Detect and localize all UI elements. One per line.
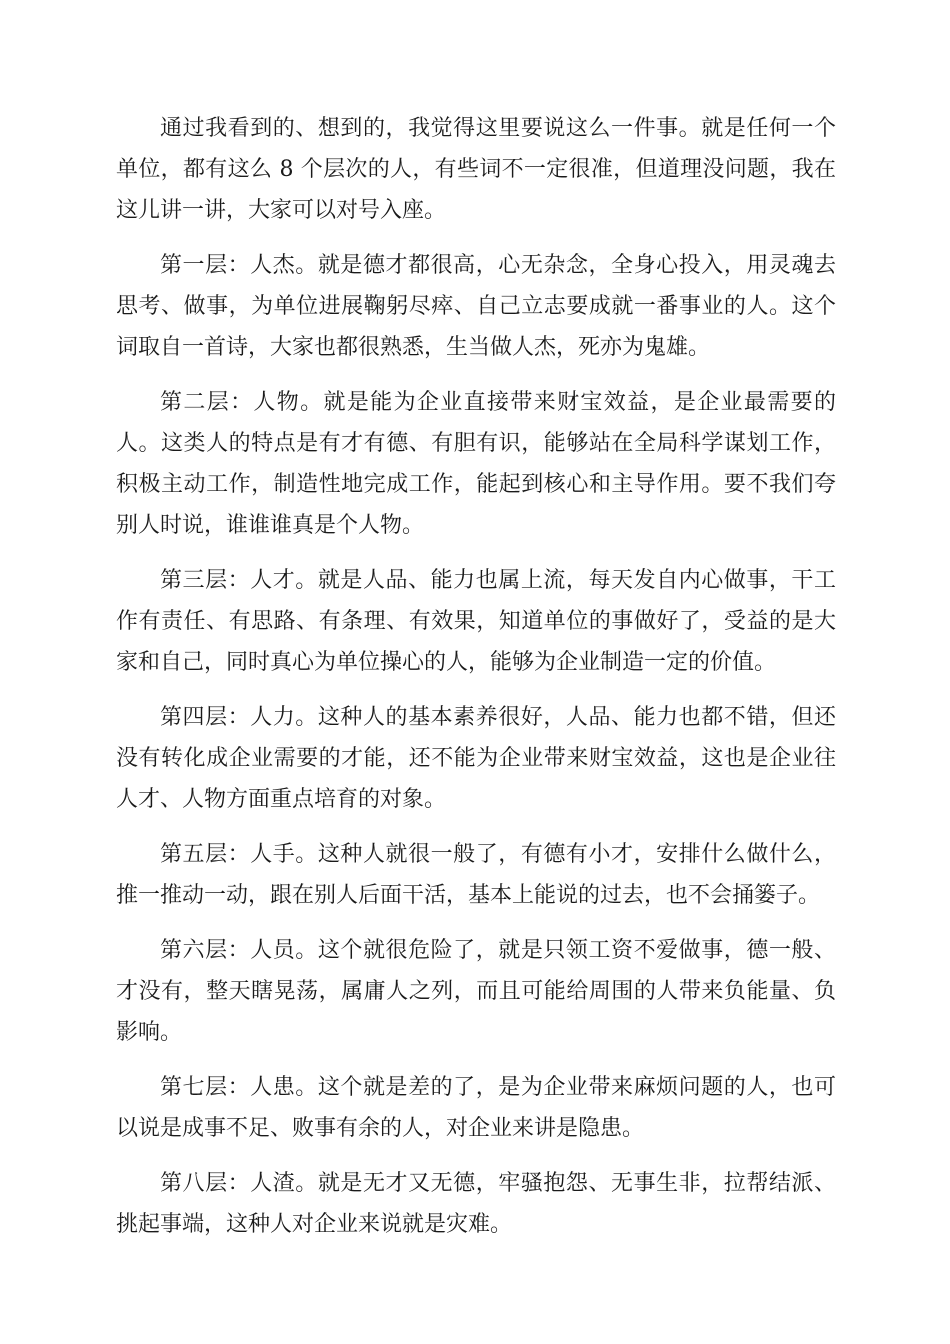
level-8-paragraph: 第八层：人渣。就是无才又无德，牢骚抱怨、无事生非，拉帮结派、挑起事端，这种人对企业来说就是灾难。	[116, 1171, 836, 1237]
level-2-paragraph: 第二层：人物。就是能为企业直接带来财宝效益，是企业最需要的人。这类人的特点是有才有德、有胆有识，能够站在全局科学谋划工作，积极主动工作，制造性地完成工作，能起到核心和主导作用。要不我们夸别人时说，谁谁谁真是个人物。	[116, 390, 836, 538]
level-4-paragraph: 第四层：人力。这种人的基本素养很好，人品、能力也都不错，但还没有转化成企业需要的才能，还不能为企业带来财宝效益，这也是企业往人才、人物方面重点培育的对象。	[116, 705, 836, 812]
level-7-paragraph: 第七层：人患。这个就是差的了，是为企业带来麻烦问题的人，也可以说是成事不足、败事有余的人，对企业来讲是隐患。	[116, 1075, 836, 1141]
intro-paragraph: 通过我看到的、想到的，我觉得这里要说这么一件事。就是任何一个单位，都有这么 8 个层次的人，有些词不一定很准，但道理没问题，我在这儿讲一讲，大家可以对号入座。	[116, 116, 836, 223]
level-5-paragraph: 第五层：人手。这种人就很一般了，有德有小才，安排什么做什么，推一推动一动，跟在别人后面干活，基本上能说的过去，也不会捅篓子。	[116, 842, 836, 908]
document-body	[116, 108, 836, 1259]
level-3-paragraph: 第三层：人才。就是人品、能力也属上流，每天发自内心做事，干工作有责任、有思路、有条理、有效果，知道单位的事做好了，受益的是大家和自己，同时真心为单位操心的人，能够为企业制造一定的价值。	[116, 568, 836, 675]
level-1-paragraph: 第一层：人杰。就是德才都很高，心无杂念，全身心投入，用灵魂去思考、做事，为单位进展鞠躬尽瘁、自己立志要成就一番事业的人。这个词取自一首诗，大家也都很熟悉，生当做人杰，死亦为鬼雄。	[116, 253, 836, 360]
level-6-paragraph: 第六层：人员。这个就很危险了，就是只领工资不爱做事，德一般、才没有，整天瞎晃荡，属庸人之列，而且可能给周围的人带来负能量、负影响。	[116, 938, 836, 1045]
